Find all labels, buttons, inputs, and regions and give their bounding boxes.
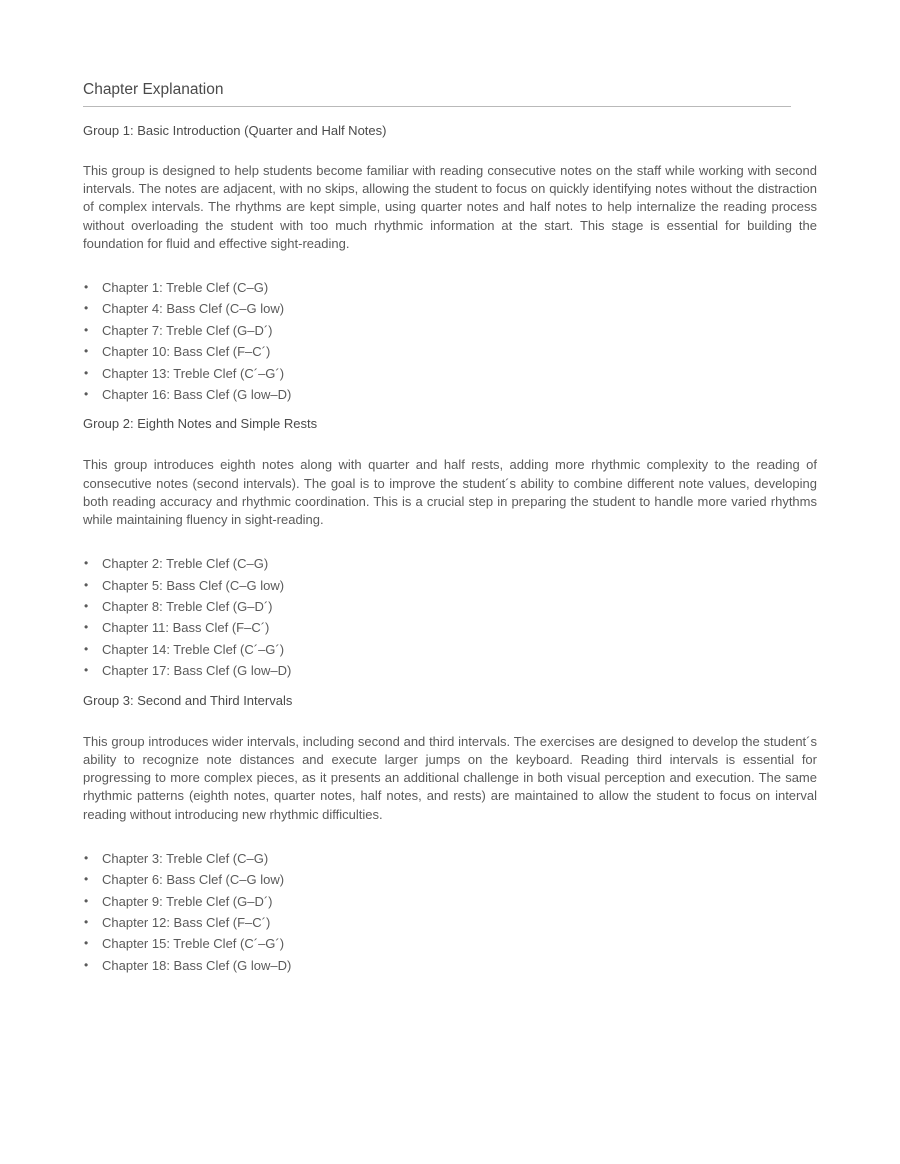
bullet-icon: • xyxy=(84,850,89,865)
chapter-label: Chapter 11: Bass Clef (F–C´) xyxy=(102,620,270,636)
chapter-list xyxy=(83,848,817,976)
list-item xyxy=(83,363,817,384)
chapter-label: Chapter 2: Treble Clef (C–G) xyxy=(102,556,269,572)
chapter-label: Chapter 1: Treble Clef (C–G) xyxy=(102,280,269,296)
bullet-icon: • xyxy=(84,322,89,337)
bullet-icon: • xyxy=(84,872,89,887)
group-heading: Group 1: Basic Introduction (Quarter and Half Notes) xyxy=(83,123,387,138)
list-item xyxy=(83,912,817,933)
bullet-icon: • xyxy=(84,280,89,295)
chapter-label: Chapter 16: Bass Clef (G low–D) xyxy=(102,387,292,403)
document-page xyxy=(83,80,817,976)
chapter-label: Chapter 8: Treble Clef (G–D´) xyxy=(102,599,273,615)
bullet-icon: • xyxy=(84,599,89,614)
chapter-list xyxy=(83,553,817,681)
group-3-section xyxy=(83,692,817,976)
chapter-label: Chapter 14: Treble Clef (C´–G´) xyxy=(102,641,285,657)
list-item xyxy=(83,596,817,617)
chapter-label: Chapter 18: Bass Clef (G low–D) xyxy=(102,957,292,973)
list-item xyxy=(83,298,817,319)
list-item xyxy=(83,384,817,405)
list-item xyxy=(83,553,817,574)
list-item xyxy=(83,277,817,298)
list-item xyxy=(83,575,817,596)
bullet-icon: • xyxy=(84,957,89,972)
group-description: This group is designed to help students become familiar with reading consecutive notes on the staff while working with second intervals. The notes are adjacent, with no skips, allowing the student to focus on quickly identifying notes without the distraction of complex intervals. The rhythms are kept simple, using quarter notes and half notes to help internalize the reading process without overloading the student with too much rhythmic information at the start. This stage is essential for building the foundation for fluid and effective sight-reading. xyxy=(83,163,817,251)
list-item xyxy=(83,617,817,638)
group-description: This group introduces eighth notes along with quarter and half rests, adding more rhythmic complexity to the reading of consecutive notes (second intervals). The goal is to improve the student´s ability to combine different note values, developing both reading accuracy and rhythmic coordination. This is a crucial step in preparing the student to handle more varied rhythms while maintaining fluency in sight-reading. xyxy=(83,457,817,528)
chapter-label: Chapter 17: Bass Clef (G low–D) xyxy=(102,663,292,679)
bullet-icon: • xyxy=(84,387,89,402)
bullet-icon: • xyxy=(84,663,89,678)
chapter-label: Chapter 12: Bass Clef (F–C´) xyxy=(102,914,271,930)
list-item xyxy=(83,660,817,681)
chapter-label: Chapter 15: Treble Clef (C´–G´) xyxy=(102,936,285,952)
chapter-label: Chapter 9: Treble Clef (G–D´) xyxy=(102,893,273,909)
bullet-icon: • xyxy=(84,344,89,359)
chapter-label: Chapter 5: Bass Clef (C–G low) xyxy=(102,577,285,593)
list-item xyxy=(83,891,817,912)
bullet-icon: • xyxy=(84,365,89,380)
page-title: Chapter Explanation xyxy=(83,80,791,107)
chapter-label: Chapter 3: Treble Clef (C–G) xyxy=(102,850,269,866)
list-item xyxy=(83,955,817,976)
chapter-list xyxy=(83,277,817,405)
chapter-label: Chapter 4: Bass Clef (C–G low) xyxy=(102,301,285,317)
group-1-section xyxy=(83,122,817,405)
group-heading: Group 2: Eighth Notes and Simple Rests xyxy=(83,416,318,432)
bullet-icon: • xyxy=(84,301,89,316)
list-item xyxy=(83,320,817,341)
bullet-icon: • xyxy=(84,641,89,656)
group-heading: Group 3: Second and Third Intervals xyxy=(83,692,293,708)
list-item xyxy=(83,341,817,362)
group-2-section xyxy=(83,415,817,681)
bullet-icon: • xyxy=(84,620,89,635)
list-item xyxy=(83,869,817,890)
bullet-icon: • xyxy=(84,914,89,929)
bullet-icon: • xyxy=(84,893,89,908)
chapter-label: Chapter 7: Treble Clef (G–D´) xyxy=(102,322,273,338)
chapter-label: Chapter 13: Treble Clef (C´–G´) xyxy=(102,365,285,381)
bullet-icon: • xyxy=(84,936,89,951)
chapter-label: Chapter 10: Bass Clef (F–C´) xyxy=(102,344,271,360)
bullet-icon: • xyxy=(84,556,89,571)
group-description: This group introduces wider intervals, including second and third intervals. The exercises are designed to develop the student´s ability to recognize note distances and execute larger jumps on the keyboard. Reading third intervals is essential for progressing to more complex pieces, as it presents an additional challenge in both visual perception and execution. The same rhythmic patterns (eighth notes, quarter notes, half notes, and rests) are maintained to allow the student to focus on interval reading without introducing new rhythmic difficulties. xyxy=(83,733,817,822)
list-item xyxy=(83,848,817,869)
bullet-icon: • xyxy=(84,577,89,592)
chapter-label: Chapter 6: Bass Clef (C–G low) xyxy=(102,872,285,888)
list-item xyxy=(83,639,817,660)
list-item xyxy=(83,933,817,954)
